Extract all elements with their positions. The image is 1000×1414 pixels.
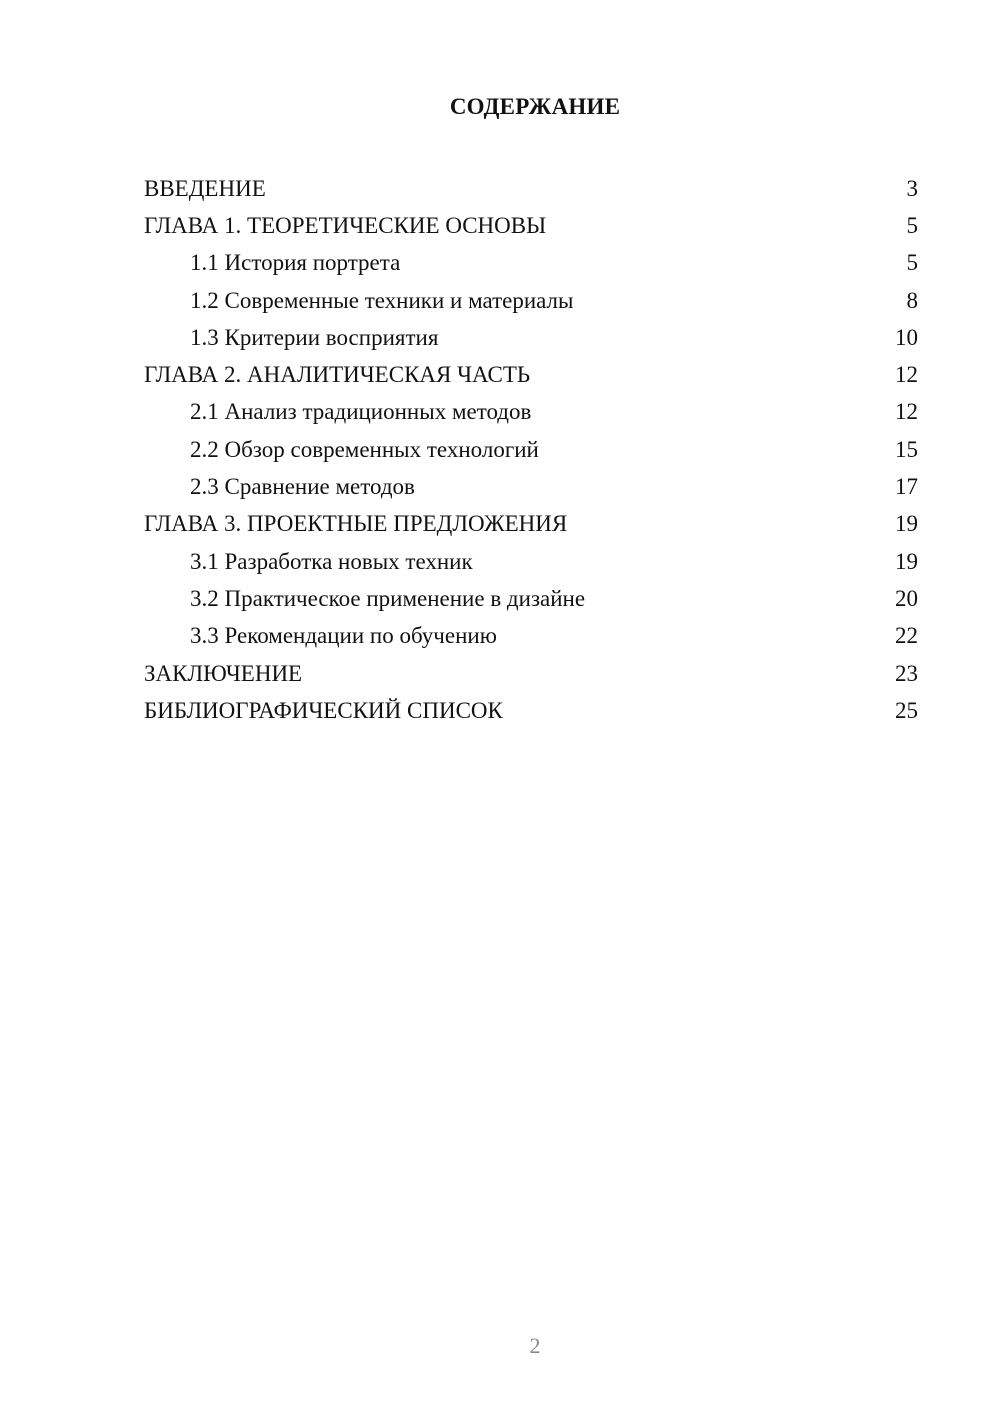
toc-entry — [144, 692, 918, 729]
table-of-contents — [144, 170, 918, 729]
toc-subentry — [144, 319, 918, 356]
toc-entry — [144, 207, 918, 244]
toc-entry-page: 19 — [895, 511, 918, 537]
toc-subentry — [144, 431, 918, 468]
toc-entry-page: 12 — [895, 362, 918, 388]
toc-subentry — [144, 580, 918, 617]
toc-entry-label: 3.3 Рекомендации по обучению — [190, 623, 497, 649]
toc-entry-page: 8 — [906, 287, 918, 313]
toc-entry-page: 25 — [895, 697, 918, 723]
toc-subentry — [144, 618, 918, 655]
toc-subentry — [144, 468, 918, 505]
toc-subentry — [144, 394, 918, 431]
toc-entry-label: 3.1 Разработка новых техник — [190, 548, 473, 574]
toc-subentry — [144, 282, 918, 319]
toc-entry-label: 2.1 Анализ традиционных методов — [190, 399, 532, 425]
toc-entry — [144, 506, 918, 543]
toc-entry-label: ВВЕДЕНИЕ — [144, 175, 266, 201]
toc-entry-page: 5 — [906, 250, 918, 276]
toc-entry-label: 3.2 Практическое применение в дизайне — [190, 585, 586, 611]
toc-entry-page: 22 — [895, 623, 918, 649]
toc-entry — [144, 655, 918, 692]
toc-entry-label: ГЛАВА 1. ТЕОРЕТИЧЕСКИЕ ОСНОВЫ — [144, 212, 547, 238]
toc-entry-label: 1.1 История портрета — [190, 250, 401, 276]
toc-entry-page: 5 — [906, 212, 918, 238]
toc-entry-page: 23 — [895, 660, 918, 686]
toc-entry-page: 12 — [895, 399, 918, 425]
toc-entry — [144, 356, 918, 393]
toc-entry-page: 20 — [895, 585, 918, 611]
toc-entry-page: 3 — [906, 175, 918, 201]
toc-entry-label: 2.2 Обзор современных технологий — [190, 436, 539, 462]
toc-entry-label: ГЛАВА 3. ПРОЕКТНЫЕ ПРЕДЛОЖЕНИЯ — [144, 511, 568, 537]
toc-subentry — [144, 245, 918, 282]
toc-entry-page: 17 — [895, 474, 918, 500]
toc-entry-page: 15 — [895, 436, 918, 462]
page-number: 2 — [529, 1333, 541, 1358]
toc-entry-label: 1.2 Современные техники и материалы — [190, 287, 574, 313]
toc-entry-label: БИБЛИОГРАФИЧЕСКИЙ СПИСОК — [144, 697, 503, 723]
toc-entry-page: 19 — [895, 548, 918, 574]
toc-subentry — [144, 543, 918, 580]
toc-entry-page: 10 — [895, 324, 918, 350]
toc-entry-label: ЗАКЛЮЧЕНИЕ — [144, 660, 303, 686]
toc-entry — [144, 170, 918, 207]
toc-entry-label: ГЛАВА 2. АНАЛИТИЧЕСКАЯ ЧАСТЬ — [144, 362, 531, 388]
toc-entry-label: 1.3 Критерии восприятия — [190, 324, 439, 350]
toc-entry-label: 2.3 Сравнение методов — [190, 474, 415, 500]
page-title: СОДЕРЖАНИЕ — [449, 94, 621, 119]
